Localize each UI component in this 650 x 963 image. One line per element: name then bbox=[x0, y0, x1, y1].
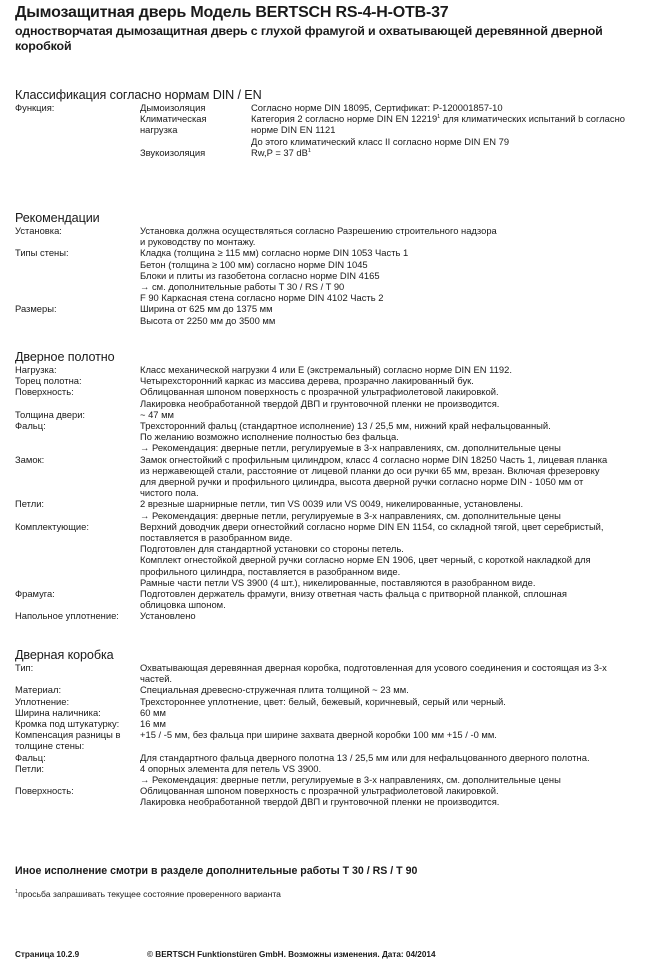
row-value: чистого пола. bbox=[140, 487, 199, 499]
row-value: До этого климатический класс II согласно норме DIN EN 79 bbox=[251, 135, 510, 147]
row-value: Специальная древесно-стружечная плита толщиной ~ 23 мм. bbox=[140, 684, 409, 696]
copyright: © BERTSCH Funktionstüren GmbH. Возможны изменения. Дата: 04/2014 bbox=[147, 950, 436, 959]
row-value: Подготовлен держатель фрамуги, внизу ответная часть фальца с притворной планкой, сплошная bbox=[140, 588, 567, 599]
row-value: +15 / -5 мм, без фальца при ширине захвата дверной коробки 100 мм +15 / -0 мм. bbox=[140, 729, 497, 741]
row-value: Ширина от 625 мм до 1375 мм bbox=[140, 303, 273, 315]
row-value: поставляется в разобранном виде. bbox=[140, 531, 293, 543]
row-value: 2 врезные шарнирные петли, тип VS 0039 или VS 0049, никелированные, установлены. bbox=[140, 498, 524, 510]
row-value: Подготовлен для стандартной установки со стороны петель. bbox=[140, 543, 404, 555]
other-options-note: Иное исполнение смотри в разделе дополнительные работы T 30 / RS / T 90 bbox=[15, 865, 418, 877]
row-label: Ширина наличника: bbox=[15, 706, 101, 718]
row-value: → Рекомендация: дверные петли, регулируемые в 3-х направлениях, см. дополнительные цены bbox=[140, 773, 561, 785]
row-value: Облицованная шпоном поверхность с прозрачной ультрафиолетовой лакировкой. bbox=[140, 386, 499, 398]
value-text: Категория 2 согласно норме DIN EN 12219 bbox=[251, 113, 438, 125]
section-heading-recommendations: Рекомендации bbox=[15, 211, 100, 225]
row-label: Установка: bbox=[15, 225, 62, 236]
section-heading-door-frame: Дверная коробка bbox=[15, 648, 114, 662]
row-value: Установка должна осуществляться согласно Разрешению строительного надзора bbox=[140, 225, 497, 236]
row-value: Высота от 2250 мм до 3500 мм bbox=[140, 314, 276, 326]
row-value: Охватывающая деревянная дверная коробка, подготовленная для усового соединения и состоящая из 3-х bbox=[140, 662, 607, 673]
sub-label: Дымоизоляция bbox=[140, 102, 206, 113]
sub-label: Звукоизоляция bbox=[140, 146, 206, 158]
row-value: Для стандартного фальца дверного полотна 13 / 25,5 мм или для нефальцованного дверного полотна. bbox=[140, 751, 590, 763]
row-label: Петли: bbox=[15, 762, 45, 774]
row-label: Замок: bbox=[15, 453, 45, 465]
row-label: Поверхность: bbox=[15, 386, 74, 398]
sub-label: Климатическая нагрузка bbox=[140, 113, 207, 136]
row-label: Нагрузка: bbox=[15, 364, 57, 375]
row-label: Тип: bbox=[15, 662, 34, 673]
row-value: Класс механической нагрузки 4 или E (экстремальный) согласно норме DIN EN 1192. bbox=[140, 364, 512, 375]
row-label: Петли: bbox=[15, 498, 45, 510]
page-number: Страница 10.2.9 bbox=[15, 950, 80, 959]
row-value: Бетон (толщина ≥ 100 мм) согласно норме DIN 1045 bbox=[140, 258, 368, 270]
row-value: облицовка шпоном. bbox=[140, 599, 226, 611]
row-value: для дверной ручки и профильного цилиндра, высота дверной ручки согласно норме DIN - 1050 мм от bbox=[140, 475, 584, 487]
row-label: Компенсация разницы в толщине стены: bbox=[15, 729, 121, 752]
footnote-mark: 1 bbox=[437, 114, 441, 121]
row-label: Функция: bbox=[15, 102, 55, 113]
row-label: Напольное уплотнение: bbox=[15, 610, 119, 622]
row-value: Верхний доводчик двери огнестойкий согласно норме DIN EN 1154, со складной тягой, цвет серебристый, bbox=[140, 520, 604, 532]
row-label: Торец полотна: bbox=[15, 375, 82, 387]
row-value: 16 мм bbox=[140, 718, 166, 729]
row-value: Замок огнестойкий с профильным цилиндром, класс 4 согласно норме DIN 18250 Часть 1, лицевая планка bbox=[140, 453, 608, 465]
row-value: Рамные части петли VS 3900 (4 шт.), никелированные, поставляются в разобранном виде. bbox=[140, 576, 536, 588]
row-label: Фальц: bbox=[15, 751, 46, 763]
row-label: Комплектующие: bbox=[15, 520, 89, 532]
row-label: Размеры: bbox=[15, 303, 57, 315]
document-subtitle: одностворчатая дымозащитная дверь с глухой фрамугой и охватывающей деревянной дверной коробкой bbox=[15, 24, 603, 53]
row-value: Согласно норме DIN 18095, Сертификат: P-120001857-10 bbox=[251, 102, 503, 113]
row-value bbox=[251, 113, 641, 135]
row-value bbox=[251, 147, 641, 158]
classification-block bbox=[15, 102, 640, 162]
value-text: Rw,P = 37 dB bbox=[251, 146, 308, 158]
row-value: По желанию возможно исполнение полностью без фальца. bbox=[140, 431, 399, 443]
row-value: Лакировка необработанной твердой ДВП и грунтовочной пленки не производится. bbox=[140, 397, 500, 409]
row-value: F 90 Каркасная стена согласно норме DIN 4102 Часть 2 bbox=[140, 292, 384, 304]
row-value: Облицованная шпоном поверхность с прозрачной ультрафиолетовой лакировкой. bbox=[140, 785, 499, 797]
row-label: Уплотнение: bbox=[15, 695, 70, 707]
row-value: 60 мм bbox=[140, 706, 166, 718]
row-label: Фрамуга: bbox=[15, 588, 55, 599]
row-value: Комплект огнестойкой дверной ручки согласно норме EN 1906, цвет черный, с короткой накладкой для bbox=[140, 554, 591, 566]
footnote-mark: 1 bbox=[15, 889, 19, 895]
row-value: частей. bbox=[140, 673, 173, 685]
row-value: Установлено bbox=[140, 610, 196, 622]
section-heading-classification: Классификация согласно нормам DIN / EN bbox=[15, 88, 262, 102]
section-heading-door-leaf: Дверное полотно bbox=[15, 350, 115, 364]
row-value: Кладка (толщина ≥ 115 мм) согласно норме DIN 1053 Часть 1 bbox=[140, 247, 409, 259]
row-label: Поверхность: bbox=[15, 785, 74, 797]
row-label: Типы стены: bbox=[15, 247, 69, 259]
row-value: и руководству по монтажу. bbox=[140, 236, 256, 248]
document-title: Дымозащитная дверь Модель BERTSCH RS-4-H-OTB-37 bbox=[15, 4, 449, 21]
row-value: профильного цилиндра, поставляется в разобранном виде. bbox=[140, 565, 401, 577]
row-label: Материал: bbox=[15, 684, 62, 696]
row-label: Толщина двери: bbox=[15, 408, 86, 420]
row-value: из нержавеющей стали, расстояние от лицевой планки до оси ручки 65 мм, врезан. Включая фрезеровку bbox=[140, 464, 600, 476]
row-label: Фальц: bbox=[15, 420, 46, 431]
row-value: 4 опорных элемента для петель VS 3900. bbox=[140, 762, 322, 774]
row-value: → см. дополнительные работы T 30 / RS / T 90 bbox=[140, 280, 345, 292]
footnote-text: просьба запрашивать текущее состояние проверенного варианта bbox=[18, 889, 281, 899]
row-value: Трехстороннее уплотнение, цвет: белый, бежевый, коричневый, серый или черный. bbox=[140, 695, 506, 707]
row-value: Лакировка необработанной твердой ДВП и грунтовочной пленки не производится. bbox=[140, 796, 500, 808]
row-value: Четырехсторонний каркас из массива дерева, прозрачно лакированный бук. bbox=[140, 375, 474, 387]
row-value: Блоки и плиты из газобетона согласно норме DIN 4165 bbox=[140, 269, 380, 281]
footnote-mark: 1 bbox=[307, 147, 311, 154]
value-text: для климатических испытаний b согласно норме DIN EN 1121 bbox=[251, 113, 625, 136]
row-label: Кромка под штукатурку: bbox=[15, 718, 120, 729]
row-value: → Рекомендация: дверные петли, регулируемые в 3-х направлениях, см. дополнительные цены bbox=[140, 509, 561, 521]
row-value: Трехсторонний фальц (стандартное исполнение) 13 / 25,5 мм, нижний край нефальцованный. bbox=[140, 420, 551, 431]
footnote bbox=[15, 889, 281, 899]
row-value: → Рекомендация: дверные петли, регулируемые в 3-х направлениях, см. дополнительные цены bbox=[140, 442, 561, 454]
row-value: ~ 47 мм bbox=[140, 408, 175, 420]
